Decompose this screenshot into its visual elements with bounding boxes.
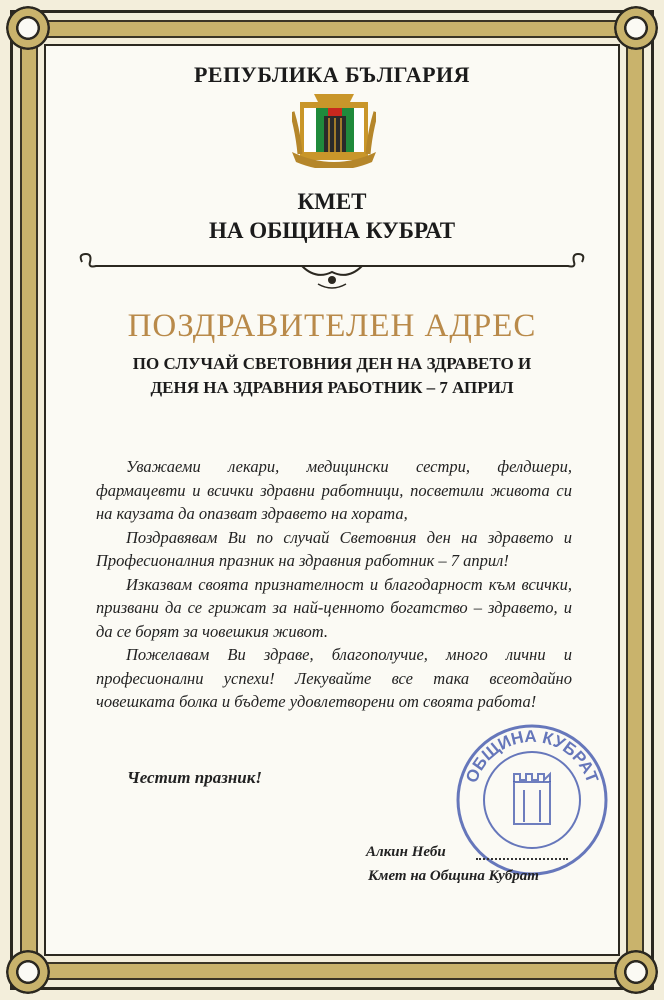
letter-body	[96, 455, 572, 714]
corner-ornament	[614, 950, 658, 994]
ornamental-divider	[78, 248, 586, 292]
document-subtitle	[0, 352, 664, 400]
corner-ornament	[614, 6, 658, 50]
mayor-heading	[0, 187, 664, 245]
closing-greeting: Честит празник!	[127, 768, 262, 787]
mayor-heading-line2: НА ОБЩИНА КУБРАТ	[208, 218, 456, 243]
subtitle-line2: ДЕНЯ НА ЗДРАВНИЯ РАБОТНИК – 7 АПРИЛ	[150, 378, 514, 397]
mayor-heading-line1: КМЕТ	[297, 189, 367, 214]
official-stamp	[454, 722, 610, 878]
letter-paragraph: Пожелавам Ви здраве, благополучие, много лични и професионални успехи! Лекувайте все така всеотдайно човешката болка и бъдете удовлетворени от своята работа!	[96, 645, 572, 711]
corner-ornament	[6, 6, 50, 50]
signature-line	[476, 858, 568, 860]
signatory-title: Кмет на Община Кубрат	[368, 868, 539, 884]
signatory-name: Алкин Неби	[366, 844, 446, 860]
republic-heading: РЕПУБЛИКА БЪЛГАРИЯ	[193, 62, 471, 87]
subtitle-line1: ПО СЛУЧАЙ СВЕТОВНИЯ ДЕН НА ЗДРАВЕТО И	[132, 354, 532, 373]
stamp-text: ОБЩИНА КУБРАТ	[462, 726, 602, 786]
letter-paragraph: Поздравявам Ви по случай Световния ден на здравето и Професионалния празник на здравния работник – 7 април!	[96, 527, 572, 570]
municipality-crest-icon	[292, 92, 376, 168]
corner-ornament	[6, 950, 50, 994]
letter-paragraph: Уважаеми лекари, медицински сестри, фелдшери, фармацевти и всички здравни работници, посветили живота си на каузата да опазват здравето на хората,	[96, 457, 572, 523]
document-title: ПОЗДРАВИТЕЛЕН АДРЕС	[127, 308, 537, 344]
letter-paragraph: Изказвам своята признателност и благодарност към всички, призвани да се грижат за най-ценното богатство – здравето, и да се борят за човешкия живот.	[96, 574, 572, 641]
